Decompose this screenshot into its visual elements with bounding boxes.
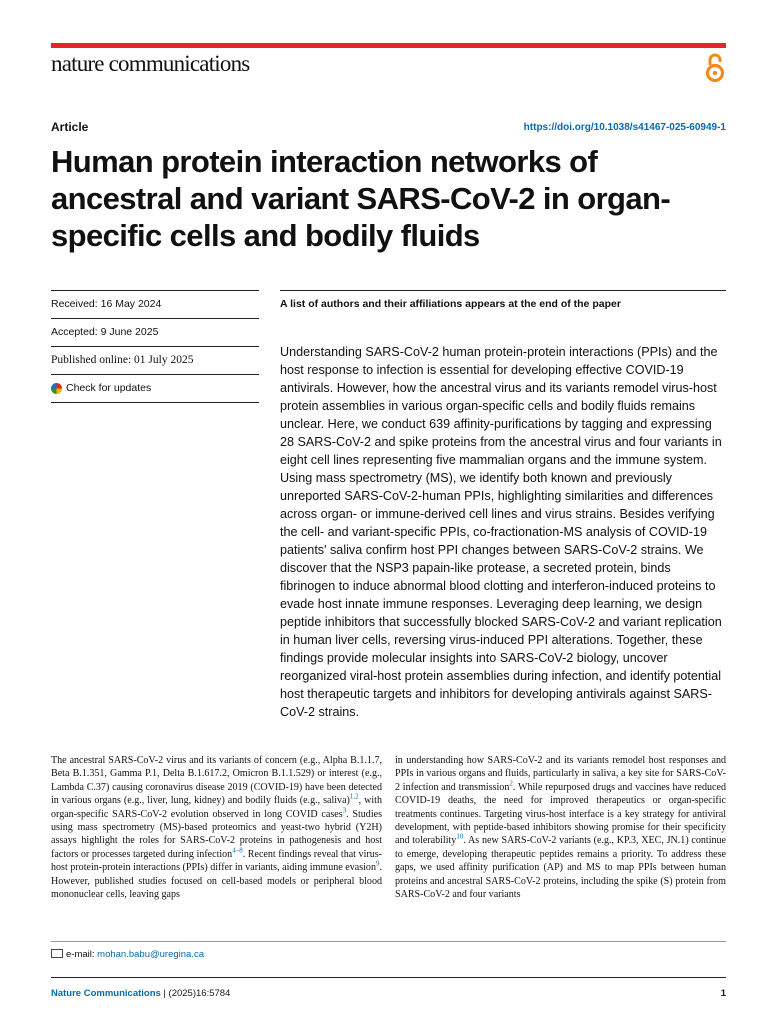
abstract: Understanding SARS-CoV-2 human protein-protein interactions (PPIs) and the host response to infection is essential for developing effective COVID-19 antivirals. However, how the ancestral virus and its variants remodel virus-host protein assemblies in various organ-specific cells and bodily fluids remains unclear. Here, we conduct 639 affinity-purifications by tagging and expressing 28 SARS-CoV-2 and spike proteins from the ancestral virus and four variants in eight cell lines representing five mammalian organs and the immune system. Using mass spectrometry (MS), we identify both known and previously unreported SARS-CoV-2-human PPIs, highlighting similarities and differences across organ- or immune-derived cell lines and virus strains. Besides verifying the cell- and variant-specific PPIs, co-fractionation-MS analysis of COVID-19 patients' saliva confirm host PPI changes between SARS-CoV-2 strains. We discover that the NSP3 papain-like protease, a secreted protein, binds fibrinogen to induce abnormal blood clotting and interferon-induced proteins to evade host innate immune responses. Leveraging deep learning, we design peptide inhibitors that successfully blocked SARS-CoV-2 and variant replication in human liver cells, reversing virus-induced PPI alterations. Together, these findings provide molecular insights into SARS-CoV-2 biology, uncover reorganized viral-host protein assemblies during infection, and identify potential host therapeutic targets and inhibitors for developing antivirals against SARS-CoV-2 strains. — [280, 345, 722, 719]
body-text: . As new SARS-CoV-2 variants (e.g., KP.3, XEC, JN.1) continue to emerge, developing therapeutic peptides remains a priority. To address these gaps, we used affinity purification (AP) and MS to map PPIs between human proteins and ancestral SARS-CoV-2 proteins, including the spike (S) protein from SARS-CoV-2 and four variants — [395, 835, 726, 901]
page-footer — [51, 977, 726, 999]
check-updates-row — [51, 374, 259, 403]
check-updates-label: Check for updates — [66, 382, 152, 394]
header-accent-bar — [51, 43, 726, 48]
article-info-panel — [51, 290, 259, 403]
email-link[interactable]: mohan.babu@uregina.ca — [97, 949, 204, 960]
body-text: . While repurposed drugs and vaccines have reduced COVID-19 deaths, the need for improved therapeutics or organ-specific treatments continues. Targeting virus-host interface is a key strategy for antiviral development, with peptide-based inhibitors showing promise for their specificity and tolerability — [395, 781, 726, 847]
email-label: e-mail: — [66, 949, 98, 960]
body-text: , with organ-specific SARS-CoV-2 evolution observed in long COVID cases — [51, 795, 382, 820]
correspondence — [51, 941, 726, 960]
body-text: in understanding how SARS-CoV-2 and its variants remodel host responses and PPIs in various organs and fluids, particularly in saliva, a key site for SARS-CoV-2 infection and transmission — [395, 755, 726, 793]
body-text: . Studies using mass spectrometry (MS)-based proteomics and yeast-two hybrid (Y2H) assays highlight the roles for SARS-CoV-2 proteins in pathogenesis and host factors or processes targeted during infection — [51, 808, 382, 860]
check-updates-button[interactable] — [51, 382, 259, 394]
reference-link[interactable]: 4–8 — [232, 846, 243, 855]
body-text: The ancestral SARS-CoV-2 virus and its variants of concern (e.g., Alpha B.1.1.7, Beta B.1.351, Gamma P.1, Delta B.1.617.2, Omicron B.1.1.529) or interest (e.g., Lambda C.37) causing coronavirus disease 2019 (COVID-19) have been detected in various organs (e.g., liver, lung, kidney) and bodily fluids (e.g., saliva) — [51, 755, 382, 807]
reference-link[interactable]: 1,2 — [349, 792, 359, 801]
page-number: 1 — [720, 988, 726, 999]
received-date: Received: 16 May 2024 — [51, 290, 259, 318]
reference-link[interactable]: 9 — [375, 859, 380, 868]
journal-name: nature communications — [51, 51, 250, 76]
article-type: Article — [51, 120, 89, 134]
article-title: Human protein interaction networks of ancestral and variant SARS-CoV-2 in organ-specific cells and bodily fluids — [51, 144, 671, 253]
reference-link[interactable]: 2 — [509, 779, 513, 788]
body-column-right — [395, 754, 726, 901]
open-access-icon — [703, 52, 727, 84]
affiliations-panel — [280, 290, 726, 310]
published-date: Published online: 01 July 2025 — [51, 346, 259, 374]
body-text: . However, published studies focused on cell-based models or peripheral blood mononuclear cells, leaving gaps — [51, 862, 382, 901]
crossmark-icon — [51, 383, 62, 394]
footer-volume: | (2025)16:5784 — [160, 988, 231, 999]
doi-link[interactable]: https://doi.org/10.1038/s41467-025-60949-1 — [523, 122, 726, 133]
reference-link[interactable]: 10 — [456, 833, 464, 842]
footer-citation — [51, 988, 230, 999]
reference-link[interactable]: 3 — [342, 806, 347, 815]
body-column-left — [51, 754, 382, 901]
accepted-date: Accepted: 9 June 2025 — [51, 318, 259, 346]
body-text: . Recent findings reveal that virus-host protein-protein interactions (PPIs) differ in variants, aiding immune evasion — [51, 848, 382, 874]
footer-journal-link[interactable]: Nature Communications — [51, 988, 161, 999]
envelope-icon — [51, 949, 63, 958]
affiliations-note: A list of authors and their affiliations appears at the end of the paper — [280, 290, 726, 310]
